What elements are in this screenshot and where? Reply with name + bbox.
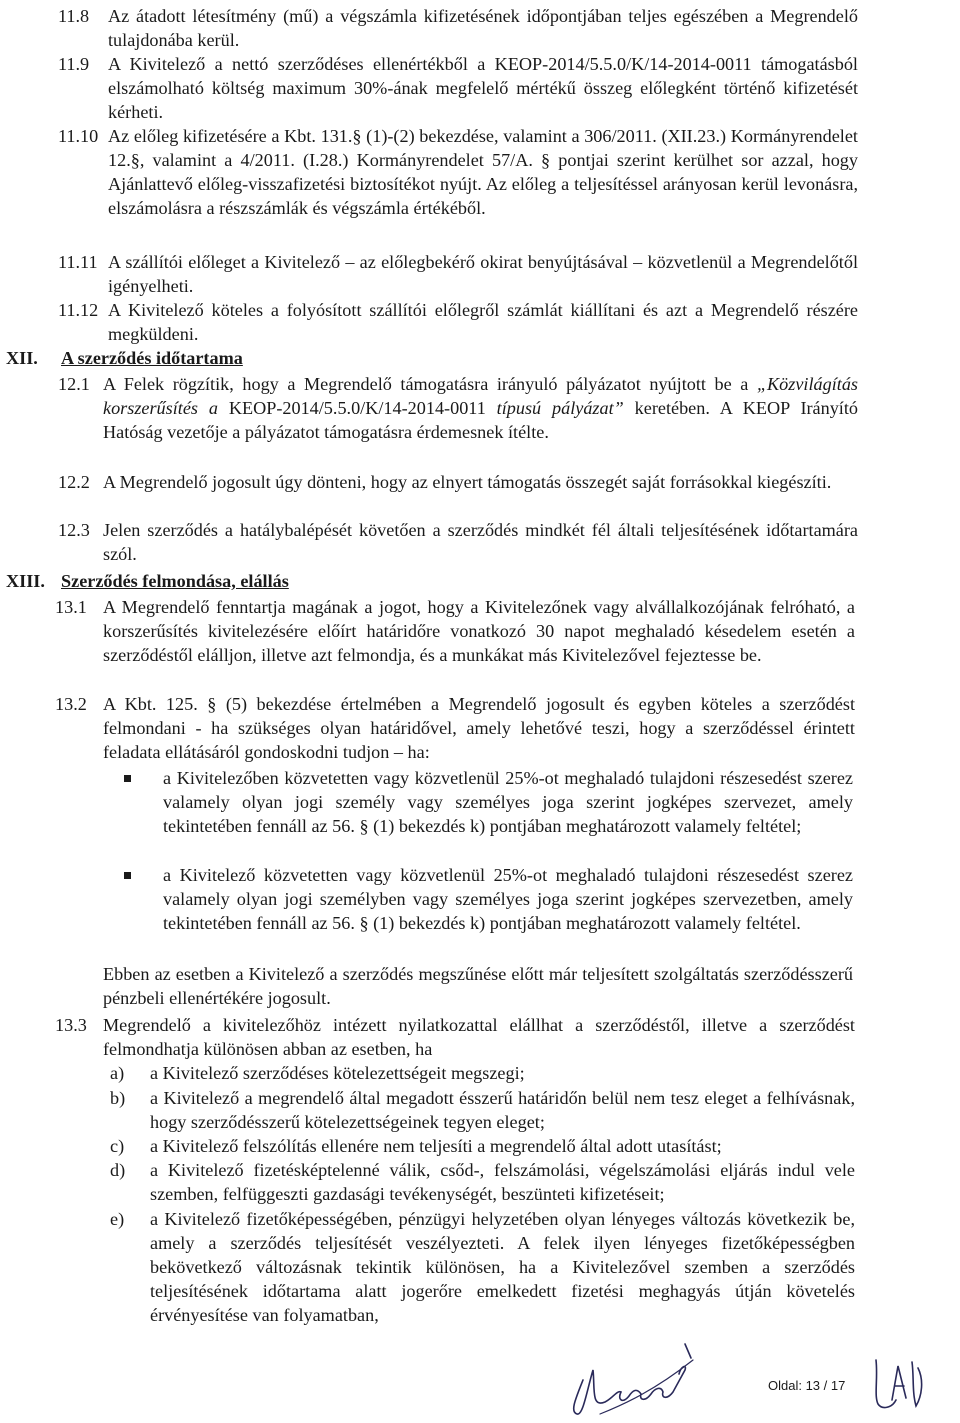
clause-text: Az előleg kifizetésére a Kbt. 131.§ (1)-(2) bekezdése, valamint a 306/2011. (XII.23.) Kormányrendelet 12.§, valamint a 4/2011. (I.28.) Kormányrendelet 57/A. § pontjai szerint kerülhet sor azzal, hogy Ajánlattevő előleg-visszafizetési biztosítékot nyújt. Az előleg a teljesítéssel arányosan kerül levonásra, elszámolásra a részszámlák és végszámla értékéből. xyxy=(108,126,858,218)
list-letter: c) xyxy=(110,1136,125,1156)
section-number: XII. xyxy=(6,348,38,368)
section-number: XIII. xyxy=(6,571,45,591)
bullet-marker xyxy=(124,775,131,782)
list-text: a Kivitelező szerződéses kötelezettségeit megszegi; xyxy=(150,1063,525,1083)
project-title-italic: „Közvilágítás korszerűsítés a xyxy=(103,374,858,418)
clause-11-8 xyxy=(58,4,858,52)
clause-number: 11.12 xyxy=(58,300,99,320)
clause-11-9 xyxy=(58,52,858,124)
section-title: A szerződés időtartama xyxy=(61,348,243,368)
list-letter: b) xyxy=(110,1088,126,1108)
clause-12-2 xyxy=(58,470,858,494)
list-item-e xyxy=(110,1207,855,1327)
list-letter: e) xyxy=(110,1209,125,1229)
section-title: Szerződés felmondása, elállás xyxy=(61,571,289,591)
clause-text: Jelen szerződés a hatálybalépését követően a szerződés mindkét fél általi teljesítésének időtartamára szól. xyxy=(103,520,858,564)
project-type-italic: típusú pályázat” xyxy=(485,398,624,418)
clause-text: A Kivitelező a nettó szerződéses ellenértékből a KEOP-2014/5.5.0/K/14-2014-0011 támogatásból elszámolható költség maximum 30%-ának megfelelő mértékű összeg előlegként történő kifizetését kérheti. xyxy=(108,54,858,122)
clause-text: A szállítói előleget a Kivitelező – az előlegbekérő okirat benyújtásával – közvetlenül a Megrendelőtől igényelheti. xyxy=(108,252,858,296)
clause-number: 11.9 xyxy=(58,54,90,74)
clause-13-2-closing: Ebben az esetben a Kivitelező a szerződés megszűnése előtt már teljesített szolgáltatás szerződésszerű pénzbeli ellenértékére jogosult. xyxy=(103,964,853,1008)
clause-13-1 xyxy=(55,595,855,667)
clause-11-11 xyxy=(58,250,858,298)
list-item-a xyxy=(110,1061,855,1085)
bullet-marker xyxy=(124,872,131,879)
clause-number: 11.8 xyxy=(58,6,90,26)
clause-number: 12.3 xyxy=(58,520,90,540)
clause-text-part: keretében. A KEOP Irányító Hatóság vezetője a pályázatot támogatásra érdemesnek ítélte. xyxy=(103,398,859,442)
clause-number: 13.2 xyxy=(55,694,87,714)
clause-number: 13.3 xyxy=(55,1015,87,1035)
list-text: a Kivitelező felszólítás ellenére nem teljesíti a megrendelő által adott utasítást; xyxy=(150,1136,722,1156)
initials xyxy=(868,1352,928,1412)
clause-text: Megrendelő a kivitelezőhöz intézett nyilatkozattal elállhat a szerződéstől, illetve a szerződést felmondhatja különösen abban az esetben, ha xyxy=(103,1015,855,1059)
clause-13-2 xyxy=(55,692,855,764)
clause-text: A Kivitelező köteles a folyósított szállítói előlegről számlát kiállítani és azt a Megrendelő részére megküldeni. xyxy=(108,300,858,344)
list-letter: d) xyxy=(110,1160,126,1180)
clause-text: A Kbt. 125. § (5) bekezdése értelmében a Megrendelő jogosult és egyben köteles a szerződést felmondani - ha szükséges olyan határidővel, amely lehetővé teszi, hogy a szerződéssel érintett feladata ellátásáról gondoskodni tudjon – ha: xyxy=(103,694,855,762)
page-number: Oldal: 13 / 17 xyxy=(768,1378,846,1393)
section-heading-xii xyxy=(6,346,243,370)
clause-text xyxy=(103,372,858,444)
clause-text: A Megrendelő jogosult úgy dönteni, hogy az elnyert támogatás összegét saját forrásokkal kiegészíti. xyxy=(103,472,832,492)
list-item-b xyxy=(110,1086,855,1134)
clause-number: 12.1 xyxy=(58,374,90,394)
list-letter: a) xyxy=(110,1063,125,1083)
clause-number: 11.11 xyxy=(58,252,98,272)
clause-12-3 xyxy=(58,518,858,566)
bullet-item: a Kivitelezőben közvetetten vagy közvetlenül 25%-ot meghaladó tulajdoni részesedést szerez valamely olyan jogi személy vagy személyes joga szerint jogképes szervezet, amely tekintetében fennáll az 56. § (1) bekezdés k) pontjában meghatározott valamely feltétel; xyxy=(163,768,853,836)
clause-11-10 xyxy=(58,124,858,220)
clause-text-part: A Felek rögzítik, hogy a Megrendelő támogatásra irányuló pályázatot nyújtott be a xyxy=(103,374,757,394)
list-text: a Kivitelező fizetőképességében, pénzügyi helyzetében olyan lényeges változás következik be, amely a szerződés teljesítését veszélyezteti. A felek ilyen lényeges fizetőképességben bekövetkező változásnak tekintik különösen, ha a Kivitelezővel szemben a szerződés teljesítésének időtartama alatt jogerőre emelkedett fizetési meghagyás útján követelés érvényesítése van folyamatban, xyxy=(150,1209,855,1325)
clause-number: 12.2 xyxy=(58,472,90,492)
list-text: a Kivitelező fizetésképtelenné válik, csőd-, felszámolási, végelszámolási eljárás indul vele szemben, felfüggeszti gazdasági tevékenységét, beszünteti kifizetéseit; xyxy=(150,1160,855,1204)
clause-text: A Megrendelő fenntartja magának a jogot, hogy a Kivitelezőnek vagy alvállalkozójának felróható, a korszerűsítés kivitelezésére előírt határidőre vonatkozó 30 napot meghaladó késedelem esetén a szerződéstől elálljon, illetve azt felmondja, és a munkákat más Kivitelezővel fejeztesse be. xyxy=(103,597,855,665)
section-heading-xiii xyxy=(6,569,289,593)
clause-11-12 xyxy=(58,298,858,346)
clause-text: Az átadott létesítmény (mű) a végszámla kifizetésének időpontjában teljes egészében a Megrendelő tulajdonába kerül. xyxy=(108,6,858,50)
signature xyxy=(565,1330,715,1420)
clause-13-3 xyxy=(55,1013,855,1061)
clause-number: 13.1 xyxy=(55,597,87,617)
list-item-c xyxy=(110,1134,855,1158)
list-item-d xyxy=(110,1158,855,1206)
list-text: a Kivitelező a megrendelő által megadott ésszerű határidőn belül nem tesz eleget a felhívásnak, hogy szerződésszerű kötelezettségeinek tegyen eleget; xyxy=(150,1088,855,1132)
clause-number: 11.10 xyxy=(58,126,99,146)
bullet-item: a Kivitelező közvetetten vagy közvetlenül 25%-ot meghaladó tulajdoni részesedést szerez valamely olyan jogi személyben vagy személyes joga szerint jogképes szervezetben, amely tekintetében fennáll az 56. § (1) bekezdés k) pontjában meghatározott valamely feltétel. xyxy=(163,865,853,933)
project-code: KEOP-2014/5.5.0/K/14-2014-0011 xyxy=(228,398,486,418)
clause-12-1 xyxy=(58,372,858,444)
